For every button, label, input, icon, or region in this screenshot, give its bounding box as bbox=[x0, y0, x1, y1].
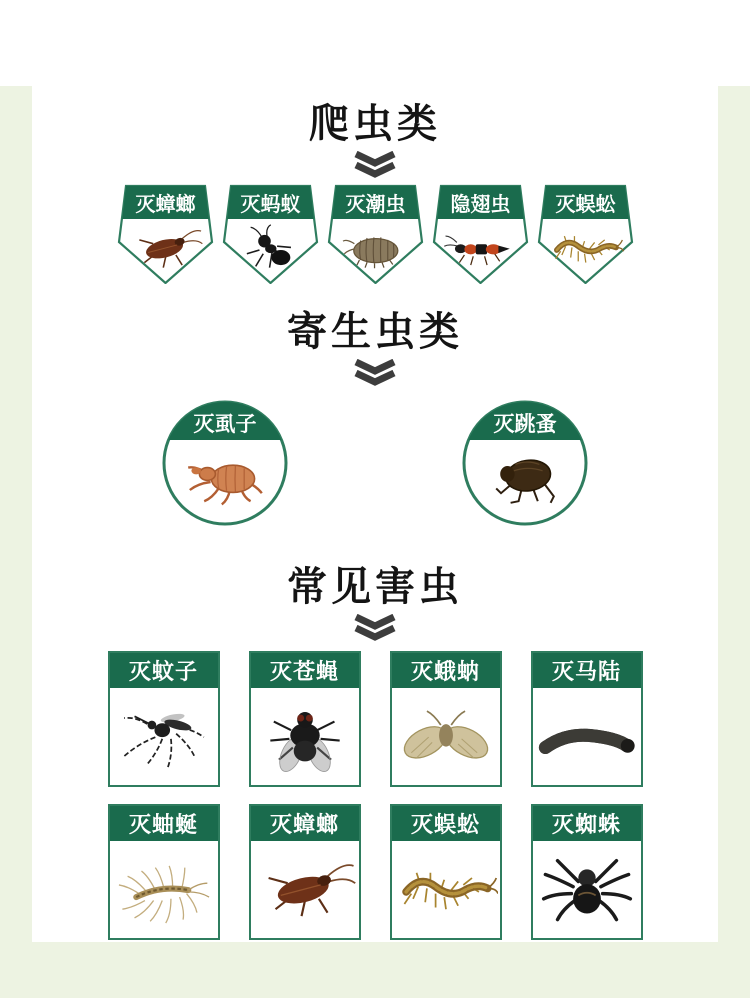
pest-card bbox=[249, 804, 361, 940]
badge-label: 灭潮虫 bbox=[345, 194, 405, 216]
pentagon-badge bbox=[537, 184, 634, 284]
pest-card-label: 灭苍蝇 bbox=[251, 653, 359, 690]
pest-card bbox=[531, 651, 643, 787]
badge-label: 隐翅虫 bbox=[450, 194, 510, 216]
chevron-double-down-icon bbox=[32, 151, 718, 178]
pest-card-label: 灭蜘蛛 bbox=[533, 806, 641, 843]
pest-card bbox=[531, 804, 643, 940]
pest-card bbox=[390, 651, 502, 787]
circle-badge bbox=[460, 398, 590, 533]
pest-card-label: 灭马陆 bbox=[533, 653, 641, 690]
badge-label: 灭蜈蚣 bbox=[555, 194, 615, 216]
content-panel bbox=[32, 86, 718, 942]
pest-card-label: 灭蜈蚣 bbox=[392, 806, 500, 843]
pentagon-badge-row bbox=[32, 184, 718, 284]
pest-card-grid bbox=[32, 651, 718, 940]
pentagon-badge bbox=[327, 184, 424, 284]
centipede-icon bbox=[404, 872, 498, 908]
pest-card bbox=[108, 804, 220, 940]
circle-badge-row bbox=[32, 398, 718, 533]
chevron-double-down-icon bbox=[32, 614, 718, 641]
pest-card-label: 灭蟑螂 bbox=[251, 806, 359, 843]
section-title-crawling: 爬虫类 bbox=[309, 102, 441, 146]
badge-label: 灭蟑螂 bbox=[135, 194, 195, 216]
pest-card-label: 灭蚰蜒 bbox=[110, 806, 218, 843]
pentagon-badge bbox=[117, 184, 214, 284]
pentagon-badge bbox=[222, 184, 319, 284]
pest-card bbox=[108, 651, 220, 787]
house-centipede-icon bbox=[118, 865, 208, 922]
chevron-double-down-icon bbox=[32, 359, 718, 386]
circle-badge bbox=[160, 398, 290, 533]
cockroach-icon bbox=[268, 865, 355, 916]
top-white-strip bbox=[0, 0, 750, 86]
badge-label: 灭虱子 bbox=[193, 413, 257, 436]
moth-fly-icon bbox=[399, 711, 493, 764]
pest-card bbox=[249, 651, 361, 787]
pest-card-label: 灭蚊子 bbox=[110, 653, 218, 690]
millipede-icon bbox=[545, 735, 634, 753]
badge-label: 灭蚂蚁 bbox=[240, 194, 300, 216]
pentagon-badge bbox=[432, 184, 529, 284]
spider-icon bbox=[543, 860, 630, 919]
pest-card-label: 灭蛾蚋 bbox=[392, 653, 500, 690]
badge-label: 灭跳蚤 bbox=[493, 413, 557, 436]
mosquito-icon bbox=[124, 712, 204, 768]
section-title-parasites: 寄生虫类 bbox=[287, 310, 463, 354]
pest-card bbox=[390, 804, 502, 940]
section-title-common: 常见害虫 bbox=[287, 565, 463, 609]
fly-icon bbox=[270, 712, 339, 775]
